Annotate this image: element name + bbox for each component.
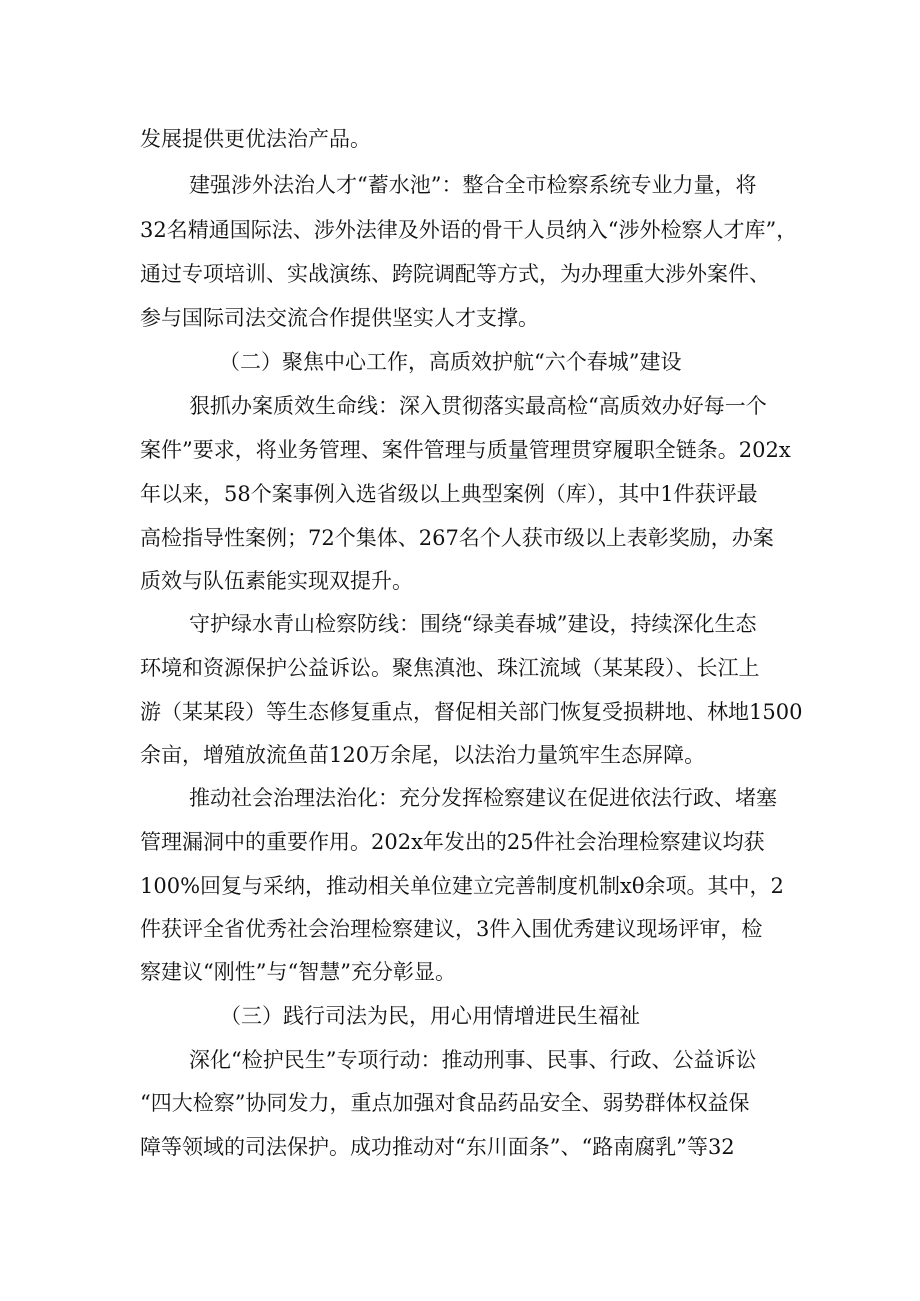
para-line: 32名精通国际法、涉外法律及外语的骨干人员纳入“涉外检察人才库”， <box>140 218 798 242</box>
para-line: 环境和资源保护公益诉讼。聚焦滇池、珠江流域（某某段）、长江上 <box>140 656 760 680</box>
section-heading-3: （三）践行司法为民，用心用情增进民生福祉 <box>220 1004 640 1028</box>
para-line: 狠抓办案质效生命线：深入贯彻落实最高检“高质效办好每一个 <box>189 394 767 418</box>
para-line: 深化“检护民生”专项行动：推动刑事、民事、行政、公益诉讼 <box>189 1048 757 1072</box>
para-line: 通过专项培训、实战演练、跨院调配等方式，为办理重大涉外案件、 <box>140 262 770 286</box>
para-line: 察建议“刚性”与“智慧”充分彰显。 <box>140 960 456 984</box>
section-heading-2: （二）聚焦中心工作，高质效护航“六个春城”建设 <box>219 350 682 374</box>
para-line: 守护绿水青山检察防线：围绕“绿美春城”建设，持续深化生态 <box>189 612 757 636</box>
para-line: 推动社会治理法治化：充分发挥检察建议在促进依法行政、堵塞 <box>189 786 777 810</box>
para-line: 高检指导性案例；72个集体、267名个人获市级以上表彰奖励，办案 <box>140 526 774 550</box>
para-line: 件获评全省优秀社会治理检察建议，3件入围优秀建议现场评审，检 <box>140 917 763 941</box>
para-line: 建强涉外法治人才“蓄水池”：整合全市检察系统专业力量，将 <box>189 173 757 197</box>
para-line: “四大检察”协同发力，重点加强对食品药品安全、弱势群体权益保 <box>140 1091 750 1115</box>
para-line: 案件”要求，将业务管理、案件管理与质量管理贯穿履职全链条。202x <box>140 438 791 462</box>
para-line: 发展提供更优法治产品。 <box>140 127 371 151</box>
para-line: 障等领域的司法保护。成功推动对“东川面条”、“路南腐乳”等32 <box>140 1135 735 1159</box>
para-line: 管理漏洞中的重要作用。202x年发出的25件社会治理检察建议均获 <box>140 830 765 854</box>
para-line: 游（某某段）等生态修复重点，督促相关部门恢复受损耕地、林地1500 <box>140 700 803 724</box>
para-line: 余亩，增殖放流鱼苗120万余尾，以法治力量筑牢生态屏障。 <box>140 743 706 767</box>
para-line: 质效与队伍素能实现双提升。 <box>140 569 413 593</box>
para-line: 100%回复与采纳，推动相关单位建立完善制度机制xθ余项。其中，2 <box>140 874 784 898</box>
para-line: 参与国际司法交流合作提供坚实人才支撑。 <box>140 306 539 330</box>
para-line: 年以来，58个案事例入选省级以上典型案例（库），其中1件获评最 <box>140 482 758 506</box>
